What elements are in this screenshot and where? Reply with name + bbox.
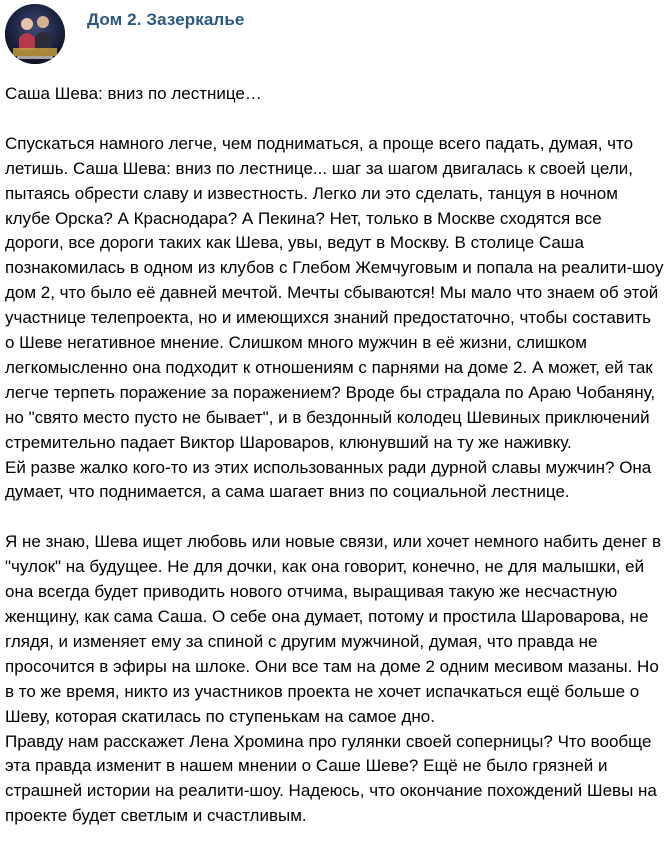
post-header [5, 4, 244, 64]
paragraph-gap [5, 505, 665, 530]
paragraph-4: Правду нам расскажет Лена Хромина про гулянки своей соперницы? Что вообще эта правда изменит в нашем мнении о Саше Шеве? Ещё не было грязней и страшней истории на реалити-шоу. Надеюсь, что окончание похождений Шевы на проекте будет светлым и счастливым. [5, 731, 657, 826]
group-avatar-icon[interactable] [5, 4, 65, 64]
paragraph-gap [5, 107, 665, 132]
paragraph-3: Я не знаю, Шева ищет любовь или новые связи, или хочет немного набить денег в "чулок" на будущее. Не для дочки, как она говорит, конечно, не для малышки, ей она всегда будет приводить нового отчима, выращивая такую же несчастную женщину, как сама Саша. О себе она думает, потому и простила Шароварова, не глядя, и изменяет ему за спиной с другим мужчиной, думая, что правда не просочится в эфиры на шлоке. Они все там на доме 2 одним месивом мазаны. Но в то же время, никто из участников проекта не хочет испачкаться ещё больше о Шеву, которая скатилась по ступенькам на самое дно. [5, 532, 662, 726]
paragraph-2: Ей разве жалко кого-то из этих использованных ради дурной славы мужчин? Она думает, что поднимается, а сама шагает вниз по социальной лестнице. [5, 457, 652, 502]
author-link[interactable]: Дом 2. Зазеркалье [87, 10, 245, 29]
paragraph-1: Спускаться намного легче, чем подниматься, а проще всего падать, думая, что летишь. Саша Шева: вниз по лестнице... шаг за шагом двигалась к своей цели, пытаясь обрести славу и известность. Легко ли это сделать, танцуя в ночном клубе Орска? А Краснодара? А Пекина? Нет, только в Москве сходятся все дороги, все дороги таких как Шева, увы, ведут в Москву. В столице Саша познакомилась в одном из клубов с Глебом Жемчуговым и попала на реалити-шоу дом 2, что было её давней мечтой. Мечты сбываются! Мы мало что знаем об этой участнице телепроекта, но и имеющихся знаний предостаточно, чтобы составить о Шеве негативное мнение. Слишком много мужчин в её жизни, слишком легкомысленно она подходит к отношениям с парнями на доме 2. А может, ей так легче терпеть поражение за поражением? Вроде бы страдала по Араю Чобаняну, но "свято место пусто не бывает", и в бездонный колодец Шевиных приключений стремительно падает Виктор Шароваров, клюнувший на ту же наживку. [5, 133, 664, 452]
avatar-image [5, 4, 65, 64]
post-title: Саша Шева: вниз по лестнице… [5, 84, 262, 103]
post-text [5, 82, 665, 829]
